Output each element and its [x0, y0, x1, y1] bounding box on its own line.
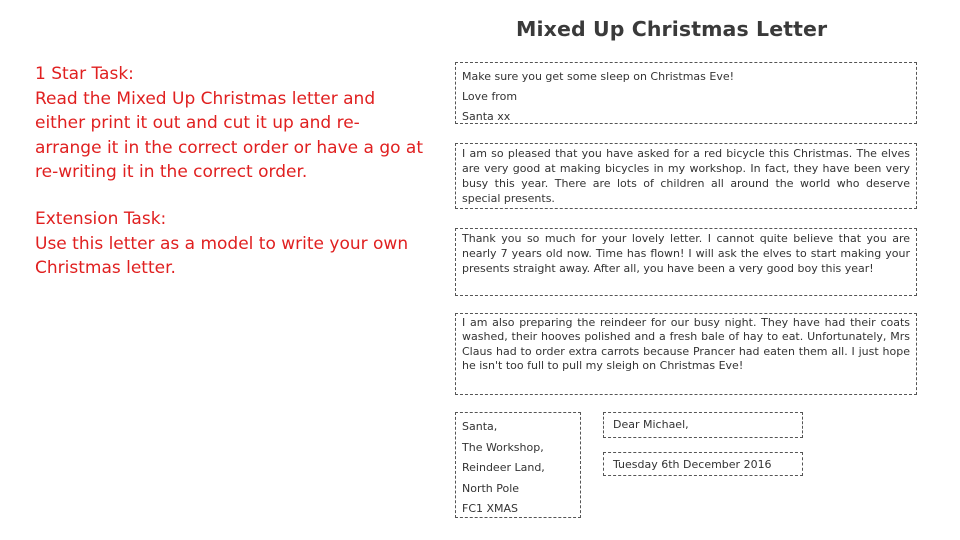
- address-line: North Pole: [462, 481, 520, 495]
- closing-line: Santa xx: [462, 110, 511, 123]
- letter-piece-closing[interactable]: [455, 62, 917, 124]
- reindeer-paragraph: I am also preparing the reindeer for our busy night. They have had their coats washed, their hooves polished and a fresh bale of hay to eat. Unfortunately, Mrs Claus had to order extra carrots because Prancer had eaten them all. I just hope he isn't too full to pull my sleigh on Christmas Eve!: [462, 316, 910, 373]
- thanks-paragraph: Thank you so much for your lovely letter. I cannot quite believe that you are nearly 7 years old now. Time has flown! I will ask the elves to start making your presents straight away. After all, you have been a very good boy this year!: [462, 232, 910, 275]
- one-star-task: [35, 62, 425, 185]
- address-line: Santa,: [462, 420, 498, 433]
- letter-piece-reindeer[interactable]: [455, 313, 917, 395]
- closing-line: Love from: [462, 90, 518, 103]
- address-line: The Workshop,: [462, 440, 544, 454]
- letter-piece-address[interactable]: [455, 412, 581, 518]
- address-line: Reindeer Land,: [462, 461, 545, 474]
- extension-task: [35, 207, 425, 281]
- extension-task-heading: Extension Task:: [35, 209, 167, 229]
- letter-piece-thanks[interactable]: [455, 228, 917, 296]
- page-title: Mixed Up Christmas Letter: [516, 17, 828, 41]
- address-line: FC1 XMAS: [462, 502, 519, 515]
- bicycle-paragraph: I am so pleased that you have asked for a red bicycle this Christmas. The elves are very good at making bicycles in my workshop. In fact, they have been very busy this year. There are lots of children all around the world who deserve special presents.: [462, 147, 910, 205]
- letter-piece-greeting[interactable]: [603, 412, 803, 438]
- one-star-task-heading: 1 Star Task:: [35, 64, 134, 84]
- closing-line: Make sure you get some sleep on Christmas Eve!: [462, 70, 735, 83]
- date-text: Tuesday 6th December 2016: [613, 458, 772, 471]
- letter-piece-bicycle[interactable]: [455, 143, 917, 209]
- extension-task-text: Use this letter as a model to write your own Christmas letter.: [35, 233, 409, 278]
- one-star-task-text: Read the Mixed Up Christmas letter and either print it out and cut it up and re-arrange it in the correct order or have a go at re-writing it in the correct order.: [35, 88, 424, 182]
- greeting-text: Dear Michael,: [613, 418, 689, 431]
- letter-piece-date[interactable]: [603, 452, 803, 476]
